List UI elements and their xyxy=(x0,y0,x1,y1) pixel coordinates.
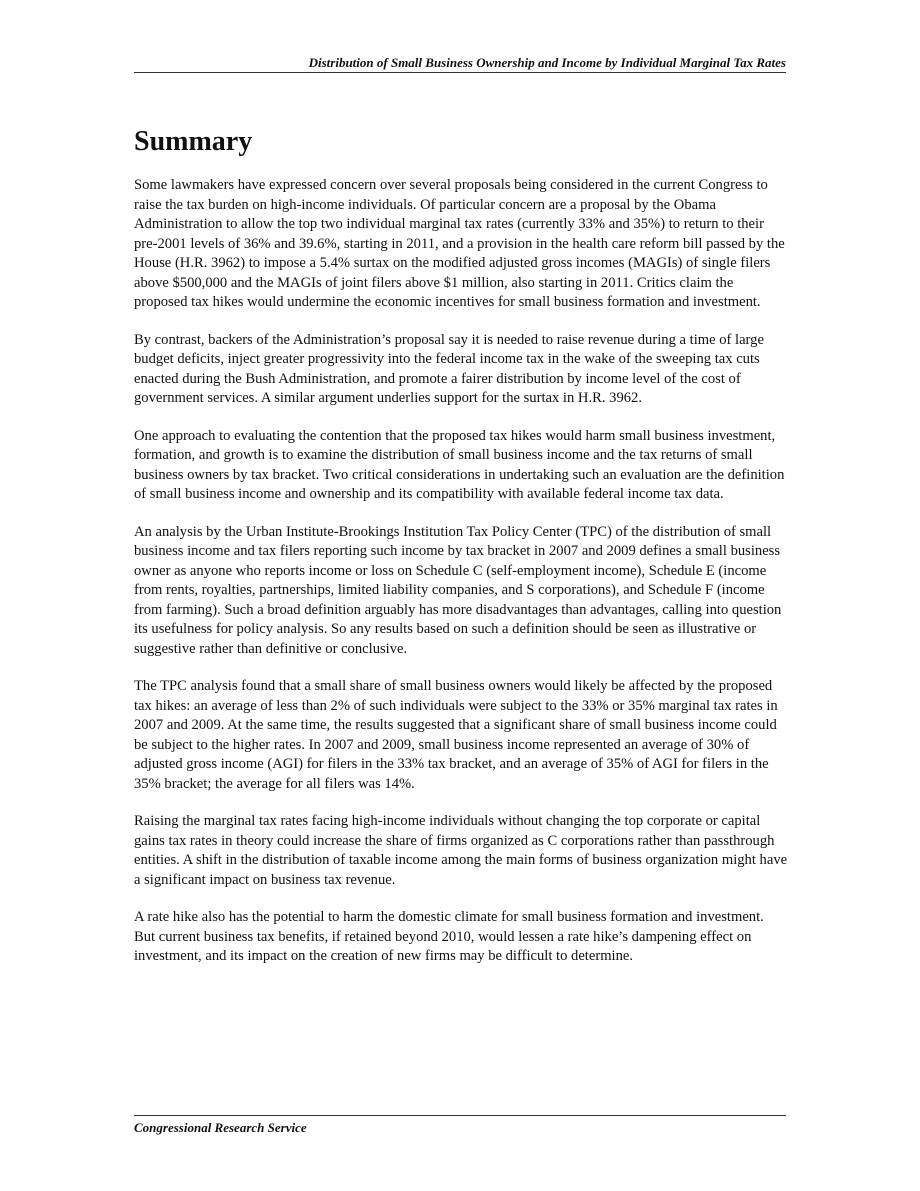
page-title: Summary xyxy=(134,126,253,157)
footer-rule xyxy=(134,1115,786,1116)
paragraph: Some lawmakers have expressed concern over several proposals being considered in the current Congress to raise the tax burden on high-income individuals. Of particular concern are a proposal by the Obama Administration to allow the top two individual marginal tax rates (currently 33% and 35%) to return to their pre-2001 levels of 36% and 39.6%, starting in 2011, and a provision in the health care reform bill passed by the House (H.R. 3962) to impose a 5.4% surtax on the modified adjusted gross incomes (MAGIs) of single filers above $500,000 and the MAGIs of joint filers above $1 million, also starting in 2011. Critics claim the proposed tax hikes would undermine the economic incentives for small business formation and investment. xyxy=(134,177,785,310)
paragraph: A rate hike also has the potential to harm the domestic climate for small business formation and investment. But current business tax benefits, if retained beyond 2010, would lessen a rate hike’s dampening effect on investment, and its impact on the creation of new firms may be difficult to determine. xyxy=(134,909,764,964)
running-footer: Congressional Research Service xyxy=(134,1120,307,1135)
header-rule xyxy=(134,72,786,73)
paragraph: An analysis by the Urban Institute-Brookings Institution Tax Policy Center (TPC) of the distribution of small business income and tax filers reporting such income by tax bracket in 2007 and 2009 defines a small business owner as anyone who reports income or loss on Schedule C (self-employment income), Schedule E (income from rents, royalties, partnerships, limited liability companies, and S corporations), and Schedule F (income from farming). Such a broad definition arguably has more disadvantages than advantages, calling into question its usefulness for policy analysis. So any results based on such a definition should be seen as illustrative or suggestive rather than definitive or conclusive. xyxy=(134,523,782,657)
paragraph: By contrast, backers of the Administration’s proposal say it is needed to raise revenue during a time of large budget deficits, inject greater progressivity into the federal income tax in the wake of the sweeping tax cuts enacted during the Bush Administration, and promote a fairer distribution by income level of the cost of government services. A similar argument underlies support for the surtax in H.R. 3962. xyxy=(134,331,764,406)
summary-body xyxy=(134,176,788,985)
running-header: Distribution of Small Business Ownership and Income by Individual Marginal Tax Rates xyxy=(308,55,786,70)
paragraph: Raising the marginal tax rates facing high-income individuals without changing the top corporate or capital gains tax rates in theory could increase the share of firms organized as C corporations rather than passthrough entities. A shift in the distribution of taxable income among the main forms of business organization might have a significant impact on business tax revenue. xyxy=(134,813,788,888)
paragraph: The TPC analysis found that a small share of small business owners would likely be affected by the proposed tax hikes: an average of less than 2% of such individuals were subject to the 33% or 35% marginal tax rates in 2007 and 2009. At the same time, the results suggested that a significant share of small business income could be subject to the higher rates. In 2007 and 2009, small business income represented an average of 30% of adjusted gross income (AGI) for filers in the 33% tax bracket, and an average of 35% of AGI for filers in the 35% bracket; the average for all filers was 14%. xyxy=(134,678,778,792)
paragraph: One approach to evaluating the contention that the proposed tax hikes would harm small business investment, formation, and growth is to examine the distribution of small business income and the tax returns of small business owners by tax bracket. Two critical considerations in undertaking such an evaluation are the definition of small business income and ownership and its compatibility with available federal income tax data. xyxy=(134,427,785,502)
